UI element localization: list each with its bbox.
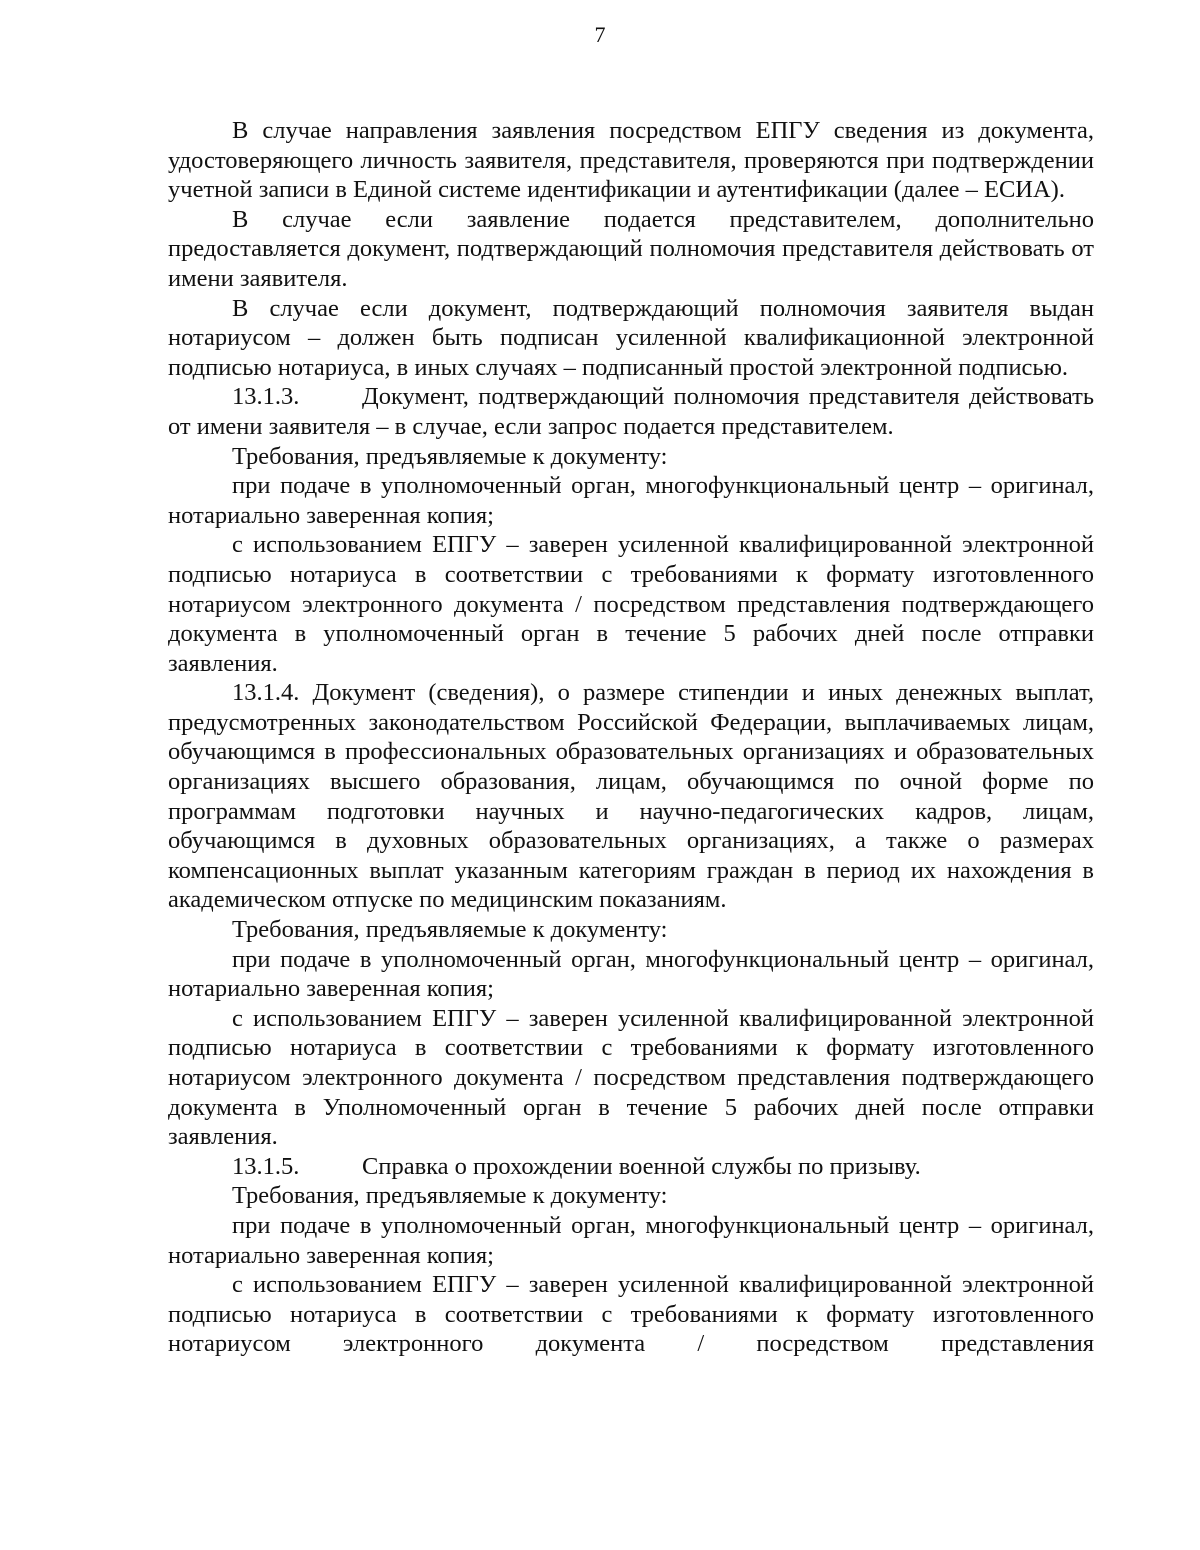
page-number: 7 (594, 22, 606, 47)
clause-text: Справка о прохождении военной службы по призыву. (362, 1152, 921, 1180)
paragraph-requirements-heading: Требования, предъявляемые к документу: (232, 916, 668, 944)
clause-number: 13.1.3. (232, 383, 300, 411)
paragraph-representative-document: В случае если заявление подается представителем, дополнительно предоставляется документ, подтверждающий полномочия представителя действовать от имени заявителя. (168, 205, 1094, 292)
clause-text: Документ, подтверждающий полномочия представителя действовать от имени заявителя – в случае, если запрос подается представителем. (168, 383, 1094, 440)
paragraph-requirement-in-person: при подаче в уполномоченный орган, многофункциональный центр – оригинал, нотариально заверенная копия; (168, 472, 1094, 529)
paragraph-requirements-heading: Требования, предъявляемые к документу: (232, 442, 668, 470)
paragraph-notary-signature: В случае если документ, подтверждающий полномочия заявителя выдан нотариусом – должен быть подписан усиленной квалификационной электронной подписью нотариуса, в иных случаях – подписанный простой электронной подписью. (168, 294, 1094, 381)
clause-13-1-3 (168, 382, 1094, 441)
clause-13-1-4: 13.1.4. Документ (сведения), о размере стипендии и иных денежных выплат, предусмотренных законодательством Российской Федерации, выплачиваемых лицам, обучающимся в профессиональных образовательных организациях и образовательных организациях высшего образования, лицам, обучающимся по очной форме по программам подготовки научных и научно-педагогических кадров, лицам, обучающимся в духовных образовательных организациях, а также о размерах компенсационных выплат указанным категориям граждан в период их нахождения в академическом отпуске по медицинским показаниям. (168, 679, 1094, 914)
paragraph-esia-verification: В случае направления заявления посредством ЕПГУ сведения из документа, удостоверяющего личность заявителя, представителя, проверяются при подтверждении учетной записи в Единой системе идентификации и аутентификации (далее – ЕСИА). (168, 117, 1094, 204)
paragraph-requirements-heading: Требования, предъявляемые к документу: (232, 1182, 668, 1210)
paragraph-requirement-in-person: при подаче в уполномоченный орган, многофункциональный центр – оригинал, нотариально заверенная копия; (168, 945, 1094, 1003)
clause-13-1-5 (168, 1152, 1094, 1182)
paragraph-requirement-epgu: с использованием ЕПГУ – заверен усиленной квалифицированной электронной подписью нотариуса в соответствии с требованиями к формату изготовленного нотариусом электронного документа / посредством представления (168, 1271, 1094, 1358)
paragraph-requirement-in-person: при подаче в уполномоченный орган, многофункциональный центр – оригинал, нотариально заверенная копия; (168, 1211, 1094, 1269)
paragraph-requirement-epgu: с использованием ЕПГУ – заверен усиленной квалифицированной электронной подписью нотариуса в соответствии с требованиями к формату изготовленного нотариусом электронного документа / посредством представления подтверждающего документа в Уполномоченный орган в течение 5 рабочих дней после отправки заявления. (168, 1004, 1094, 1151)
document-body (168, 116, 1094, 1359)
paragraph-requirement-epgu: с использованием ЕПГУ – заверен усиленной квалифицированной электронной подписью нотариуса в соответствии с требованиями к формату изготовленного нотариусом электронного документа / посредством представления подтверждающего документа в уполномоченный орган в течение 5 рабочих дней после отправки заявления. (168, 531, 1094, 677)
clause-number: 13.1.5. (232, 1152, 300, 1180)
